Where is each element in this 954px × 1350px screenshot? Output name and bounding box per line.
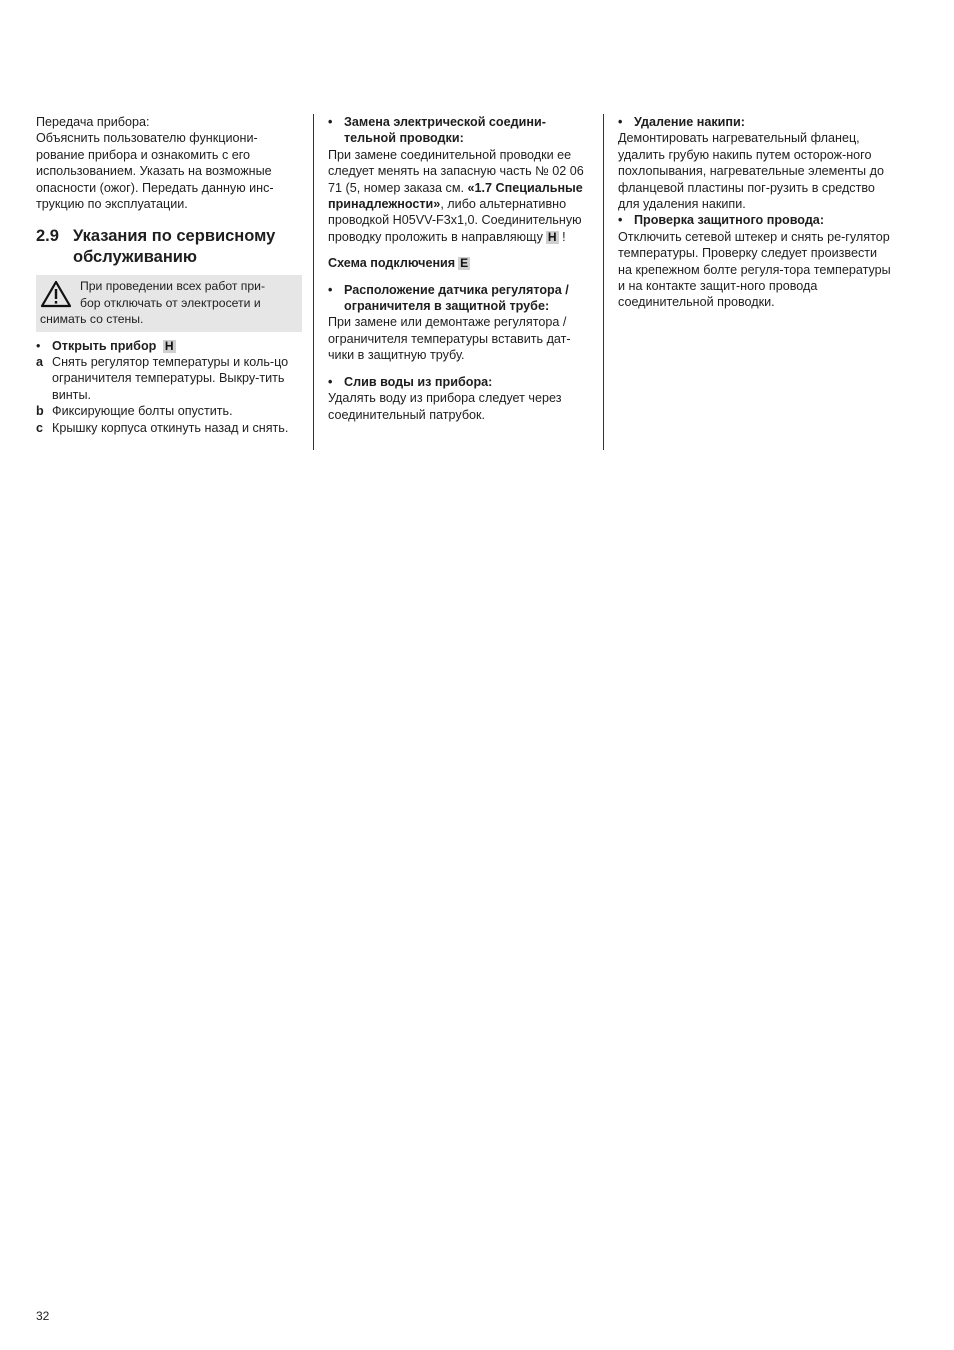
wiring-title-text: Замена электрической соедини-тельной проводки: [344,115,546,146]
warning-line-2: бор отключать от электросети и [80,295,261,310]
step-text: Фиксирующие болты опустить. [52,404,233,419]
drain-title-text: Слив воды из прибора: [344,374,493,389]
descale-title-text: Удаление накипи: [634,115,745,129]
column-right [603,114,893,450]
figure-ref-badge: H [164,338,174,353]
page-number: 32 [36,1309,50,1323]
bullet-mark: • [618,213,623,228]
sensor-title [328,282,591,315]
step-letter: a [36,355,44,370]
bullet-mark: • [328,115,333,129]
step-item [36,354,302,403]
ground-title-text: Проверка защитного провода: [634,213,825,228]
bullet-mark: • [36,338,41,353]
handover-text: Объяснить пользователю функциони-рование прибора и ознакомить с его использованием. Указать на возможные опасности (ожог). Передать данную инс-трукцию по эксплуатации. [36,131,274,212]
scheme-label: Схема подключения E [328,256,469,271]
figure-ref-badge: E [460,256,469,271]
bullet-mark: • [618,115,623,129]
bullet-mark: • [328,282,333,297]
wiring-reference: «1.7 Специальные принадлежности» [328,180,583,212]
handover-title: Передача прибора: [36,115,150,129]
descale-title [618,114,893,130]
ground-title [618,212,893,228]
section-heading [36,226,302,268]
drain-title [328,374,591,390]
figure-ref-badge: H [547,229,557,244]
section-title: Указания по сервисному обслуживанию [73,227,276,267]
step-letter: c [36,420,44,435]
step-text: Крышку корпуса откинуть назад и снять. [52,420,289,435]
step-item [36,420,302,436]
bullet-mark: • [328,374,333,389]
warning-line-3: снимать со стены. [40,312,144,327]
open-device-item [36,338,302,354]
step-item [36,403,302,419]
warning-icon [40,280,72,308]
warning-box [36,275,302,331]
wiring-text: При замене соединительной проводки ее следует менять на запасную часть № 02 06 71 (5, номер заказа см. «1.7 Специальные принадлежности», либо альтернативно проводкой H05VV-F3x1,0. Соединительную проводку проложить в направляющу H ! [328,147,584,244]
descale-text: Демонтировать нагревательный фланец, удалить грубую накипь путем осторож-ного похлопывания, нагревательные элементы до фланцевой пластины пог-рузить в средство для удаления накипи. [618,131,884,212]
drain-text: Удалять воду из прибора следует через соединительный патрубок. [328,391,562,422]
sensor-title-text: Расположение датчика регулятора / ограничителя в защитной трубе: [344,282,569,314]
wiring-title [328,114,591,147]
step-letter: b [36,404,44,419]
step-text: Снять регулятор температуры и коль-цо ограничителя температуры. Выкру-тить винты. [52,355,289,402]
ground-text: Отключить сетевой штекер и снять ре-гулятор температуры. Проверку следует произвести на крепежном болте регуля-тора температуры и на контакте защит-ного провода соединительной проводки. [618,229,891,310]
column-middle [313,114,591,450]
sensor-text: При замене или демонтаже регулятора / ограничителя температуры вставить дат-чики в защитную трубу. [328,315,571,363]
section-number: 2.9 [36,227,59,246]
column-left [36,114,302,436]
warning-line-1: При проведении всех работ при- [80,279,266,294]
open-device-label: Открыть прибор [52,338,157,353]
